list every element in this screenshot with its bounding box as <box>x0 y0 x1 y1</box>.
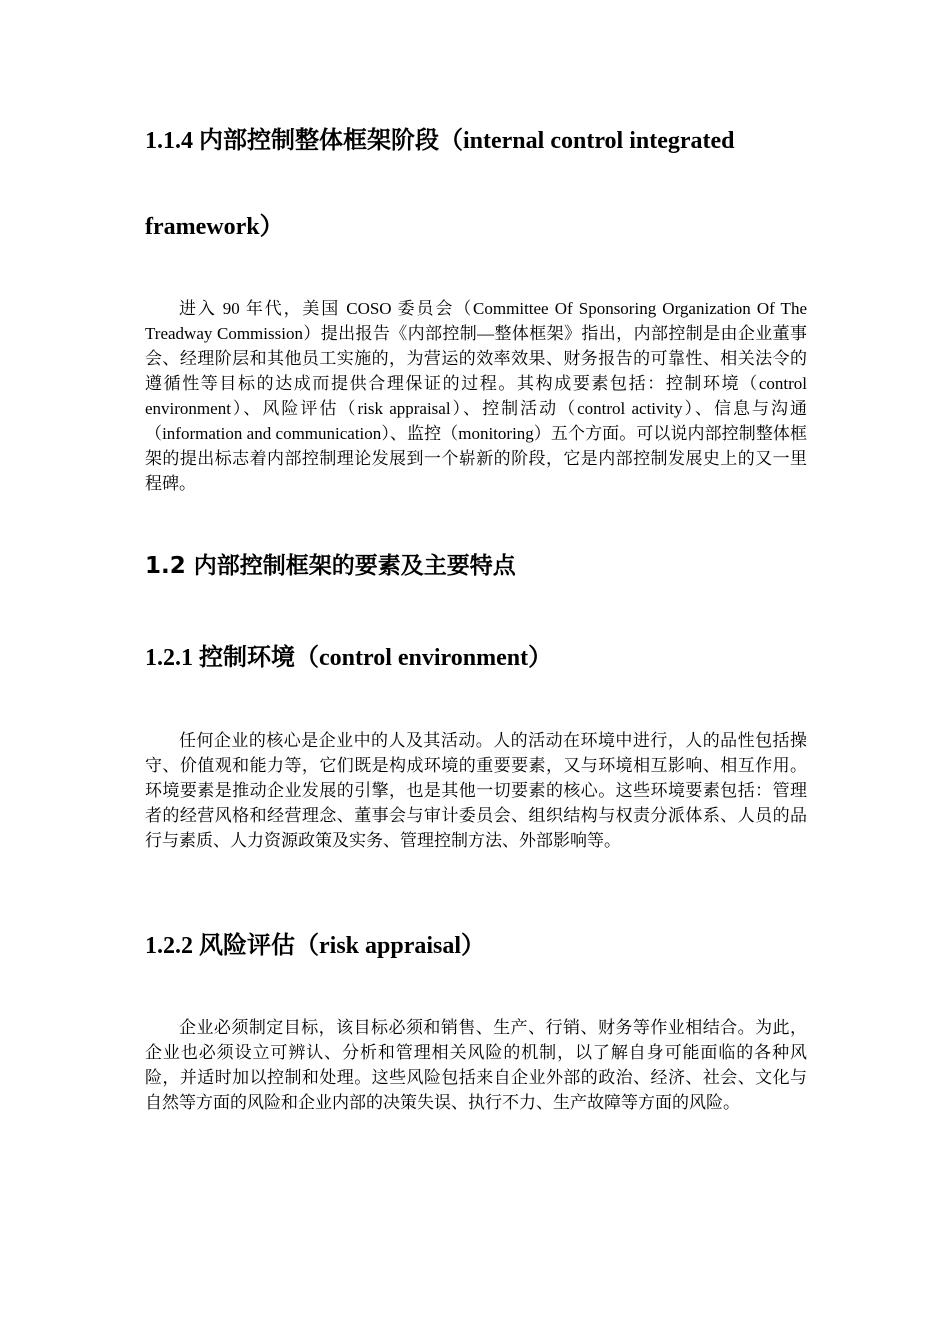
heading-1-2: 1.2 内部控制框架的要素及主要特点 <box>145 553 516 579</box>
heading-1-1-4-line2: framework） <box>145 214 284 240</box>
paragraph-risk-appraisal: 企业必须制定目标，该目标必须和销售、生产、行销、财务等作业相结合。为此，企业也必须设立可辨认、分析和管理相关风险的机制，以了解自身可能面临的各种风险，并适时加以控制和处理。这些风险包括来自企业外部的政治、经济、社会、文化与自然等方面的风险和企业内部的决策失误、执行不力、生产故障等方面的风险。 <box>145 1018 807 1112</box>
heading-1-1-4-line1: 1.1.4 内部控制整体框架阶段（internal control integrated <box>145 128 735 154</box>
heading-1-2-1: 1.2.1 控制环境（control environment） <box>145 645 553 671</box>
heading-1-2-2: 1.2.2 风险评估（risk appraisal） <box>145 933 486 959</box>
paragraph-control-environment: 任何企业的核心是企业中的人及其活动。人的活动在环境中进行，人的品性包括操守、价值观和能力等，它们既是构成环境的重要要素，又与环境相互影响、相互作用。环境要素是推动企业发展的引擎，也是其他一切要素的核心。这些环境要素包括：管理者的经营风格和经营理念、董事会与审计委员会、组织结构与权责分派体系、人员的品行与素质、人力资源政策及实务、管理控制方法、外部影响等。 <box>145 731 807 850</box>
paragraph-coso-framework: 进入 90 年代，美国 COSO 委员会（Committee Of Sponsoring Organization Of The Treadway Commission）提出报告《内部控制—整体框架》指出，内部控制是由企业董事会、经理阶层和其他员工实施的，为营运的效率效果、财务报告的可靠性、相关法令的遵循性等目标的达成而提供合理保证的过程。其构成要素包括：控制环境（control environment）、风险评估（risk appraisal）、控制活动（control activity）、信息与沟通（information and communication）、监控（monitoring）五个方面。可以说内部控制整体框架的提出标志着内部控制理论发展到一个崭新的阶段，它是内部控制发展史上的又一里程碑。 <box>145 299 807 493</box>
